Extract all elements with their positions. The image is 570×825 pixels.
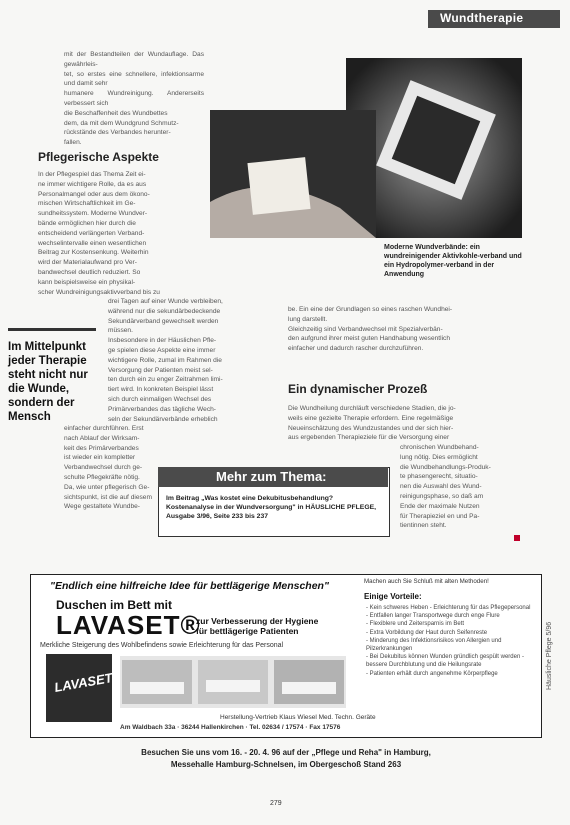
pflege-line: Versorgung der Patienten meist sel- xyxy=(108,366,213,374)
prozess-line: die Wundbehandlungs-Produk- xyxy=(400,463,491,471)
pflege-line: schulte Pflegekräfte nötig. xyxy=(64,473,140,481)
info-box-title: Mehr zum Thema: xyxy=(216,469,327,484)
pflege-line: Verbandwechsel durch ge- xyxy=(64,464,143,472)
pflege-line: Da, wie unter pflegerisch Ge- xyxy=(64,483,150,491)
pflege-line: In der Pflegespiel das Thema Zeit ei- xyxy=(38,171,146,178)
prozess-paragraph-bottom xyxy=(400,443,520,531)
pflege-line: während nur die sekundärbedeckende xyxy=(108,307,221,315)
trade-fair-notice xyxy=(116,747,456,771)
right-column-paragraph xyxy=(288,305,520,354)
ad-product-box-logo: LAVASET xyxy=(53,670,114,695)
pflege-line: entscheidend verlängerten Verband- xyxy=(38,229,145,237)
ad-advantage-item: - Flexiblere und Zeitersparnis im Bett xyxy=(366,621,465,628)
intro-line: die Beschaffenheit des Wundbettes xyxy=(64,109,168,117)
pflege-line: ne immer wichtigere Rolle, da es aus xyxy=(38,180,147,188)
pull-quote-rule xyxy=(8,328,96,331)
right-line: be. Ein eine der Grundlagen so eines raschen Wundhei- xyxy=(288,306,453,313)
intro-line: dem, da mit dem Wundgrund Schmutz- xyxy=(64,119,179,127)
pflege-line: wechselintervalle einen wesentlichen xyxy=(38,239,147,247)
prozess-paragraph-top xyxy=(288,404,520,443)
ad-brand-logo: LAVASET® xyxy=(56,610,201,640)
page-number: 279 xyxy=(270,800,282,807)
pflege-line: bandwechsel deutlich reduziert. So xyxy=(38,268,141,276)
ad-advantage-item: - Bei Dekubitus können Wunden gründlich gespült werden - bessere Durchblutung und die Heilungsrate xyxy=(366,654,524,669)
heading-dynamischer-prozess: Ein dynamischer Prozeß xyxy=(288,382,428,396)
ad-advantage-item: - Entfallen langer Transportwege durch enge Flure xyxy=(366,613,500,620)
pflege-line: wichtigere Rolle, zumal im Rahmen die xyxy=(108,356,222,364)
ad-slogan: "Endlich eine hilfreiche Idee für bettlägerige Menschen" xyxy=(50,580,329,592)
pflege-paragraph-middle xyxy=(108,297,268,424)
right-line: lung darstellt. xyxy=(288,315,328,323)
ad-tagline xyxy=(196,616,318,636)
intro-line: mit der Bestandteilen der Wundauflage. Das gewährleis- xyxy=(64,51,204,68)
ad-advantage-item: - Minderung des Infektionsrisikos von Allergien und Pilzerkrankungen xyxy=(366,637,502,653)
pflege-line: scher Wundreinigungsaktivverband bis zu xyxy=(38,288,160,296)
ad-benefit-line: Merkliche Steigerung des Wohlbefindens sowie Erleichterung für das Personal xyxy=(40,642,284,649)
pflege-paragraph-bottom xyxy=(64,424,154,512)
pflege-line: Insbesondere in der Häuslichen Pfle- xyxy=(108,337,217,345)
ad-advantage-item: - Patienten erhält durch angenehme Körperpflege xyxy=(366,670,498,677)
pflege-line: mischen Wirtschaftlichkeit im Ge- xyxy=(38,200,136,208)
pflege-line: drei Tagen auf einer Wunde verbleiben, xyxy=(108,298,223,305)
prozess-line: lung nötig. Dies ermöglicht xyxy=(400,453,478,461)
pflege-line: tiert wird. In konkreten Beispiel lässt xyxy=(108,386,214,394)
prozess-line: nen die Auswahl des Wund- xyxy=(400,483,482,491)
pflege-line: ge spielen diese Aspekte eine immer xyxy=(108,346,216,354)
intro-line: fallen. xyxy=(64,139,82,147)
prozess-line: aus ergebenden Therapieziele für die Versorgung einer xyxy=(288,434,450,442)
right-line: einfacher und dadurch rascher durchzuführen. xyxy=(288,345,424,353)
ad-advantage-item: - Kein schweres Heben - Erleichterung für das Pflegepersonal xyxy=(366,605,531,611)
ad-duschen-text: Duschen im Bett mit xyxy=(56,598,173,612)
right-line: Gleichzeitig sind Verbandwechsel mit Spezialverbän- xyxy=(288,325,443,333)
pflege-line: Sekundärverband gewechselt werden xyxy=(108,317,219,325)
pflege-line: sundheitssystem. Moderne Wundver- xyxy=(38,210,148,218)
ad-tagline-line: zur Verbesserung der Hygiene xyxy=(196,616,319,626)
ad-tagline-line: für bettlägerige Patienten xyxy=(196,626,299,636)
pflege-line: einfacher durchführen. Erst xyxy=(64,425,144,432)
trade-fair-line: Messehalle Hamburg-Schnelsen, im Obergeschoß Stand 263 xyxy=(170,760,402,769)
pflege-line: kann beispielsweise ein physikal- xyxy=(38,278,136,286)
journal-side-label: Häusliche Pflege 5/96 xyxy=(546,621,553,690)
intro-line: rückstände des Verbandes herunter- xyxy=(64,129,171,137)
ad-advantages-title: Einige Vorteile: xyxy=(364,592,422,601)
pflege-line: sichtspunkt, ist die auf diesem xyxy=(64,493,152,501)
pflege-line: nach Ablauf der Wirksam- xyxy=(64,434,140,442)
prozess-line: weils eine gezielte Therapie erfordern. Eine regelmäßige xyxy=(288,414,454,422)
right-line: den aufgrund ihrer meist guten Handhabung wesentlich xyxy=(288,335,451,343)
intro-paragraph xyxy=(64,50,204,148)
info-box-text: Im Beitrag „Was kostet eine Dekubitusbehandlung? Kostenanalyse in der Wundversorgung" in HÄUSLICHE PFLEGE, Ausgabe 3/96, Seite 233 bis 237 xyxy=(166,495,377,520)
pflege-paragraph-top xyxy=(38,170,204,297)
prozess-line: tientinnen steht. xyxy=(400,522,447,530)
pflege-line: seln der Sekundärverbände erheblich xyxy=(108,415,218,423)
intro-line: humanere Wundreinigung. Andererseits verbessert sich xyxy=(64,90,204,107)
ad-address: Am Waldbach 33a · 36244 Hallenkirchen · Tel. 02634 / 17574 · Fax 17576 xyxy=(120,724,341,731)
pflege-line: keit des Primärverbandes xyxy=(64,444,139,452)
dressing-hand-illustration xyxy=(210,110,376,238)
prozess-line: Die Wundheilung durchläuft verschiedene Stadien, die jo- xyxy=(288,405,456,412)
prozess-line: chronischen Wundbehand- xyxy=(400,444,479,451)
heading-pflegerische-aspekte: Pflegerische Aspekte xyxy=(38,150,159,164)
trade-fair-line: Besuchen Sie uns vom 16. - 20. 4. 96 auf der „Pflege und Reha" in Hamburg, xyxy=(141,748,431,757)
prozess-line: te phasengerecht, situatio- xyxy=(400,473,478,481)
section-title: Wundtherapie xyxy=(440,11,524,25)
pflege-line: Personalmangel oder aus dem ökono- xyxy=(38,190,150,198)
photo-caption: Moderne Wundverbände: ein wundreinigender Aktivkohle-verband und ein Hydropolymer-verband in der Anwendung xyxy=(384,244,522,278)
pflege-line: müssen. xyxy=(108,327,133,335)
prozess-line: Neueinschätzung des Wundzustandes und der sich hier- xyxy=(288,424,454,432)
pflege-line: ist wieder ein kompletter xyxy=(64,454,136,462)
ad-photos-illustration xyxy=(120,656,346,708)
pflege-line: Wege gestaltete Wundbe- xyxy=(64,503,140,511)
pflege-line: bände ermöglichen hier durch die xyxy=(38,219,136,227)
pflege-line: wird der Materialaufwand pro Ver- xyxy=(38,259,137,267)
photo-wound-dressing-hand xyxy=(210,110,376,238)
prozess-line: für Therapieziel en und Pa- xyxy=(400,512,480,520)
prozess-line: Ende der maximale Nutzen xyxy=(400,502,480,510)
pflege-line: Beitrag zur Kostensenkung. Weiterhin xyxy=(38,249,149,257)
article-end-mark xyxy=(514,535,520,541)
pflege-line: sich durch einmaligen Wechsel des xyxy=(108,395,212,403)
intro-line: tet, so erstes eine schnellere, infektionsarme und damit sehr xyxy=(64,70,204,88)
ad-advantage-item: - Extra Vorbildung der Haut durch Seifenreste xyxy=(366,629,488,636)
ad-advantages-list xyxy=(366,604,536,678)
prozess-line: reinigungsphase, so daß am xyxy=(400,492,484,500)
ad-manufacturer: Herstellung-Vertrieb Klaus Wiesel Med. Techn. Geräte xyxy=(220,714,376,721)
ad-right-headline: Machen auch Sie Schluß mit alten Methoden! xyxy=(364,578,489,585)
pflege-line: ten durch ein zu enger Zeitrahmen limi- xyxy=(108,376,223,384)
pflege-line: Primärverbandes das tägliche Wech- xyxy=(108,405,216,413)
pull-quote: Im Mittelpunkt jeder Therapie steht nicht nur die Wunde, sondern der Mensch xyxy=(8,341,88,423)
ad-product-photos xyxy=(120,656,346,708)
